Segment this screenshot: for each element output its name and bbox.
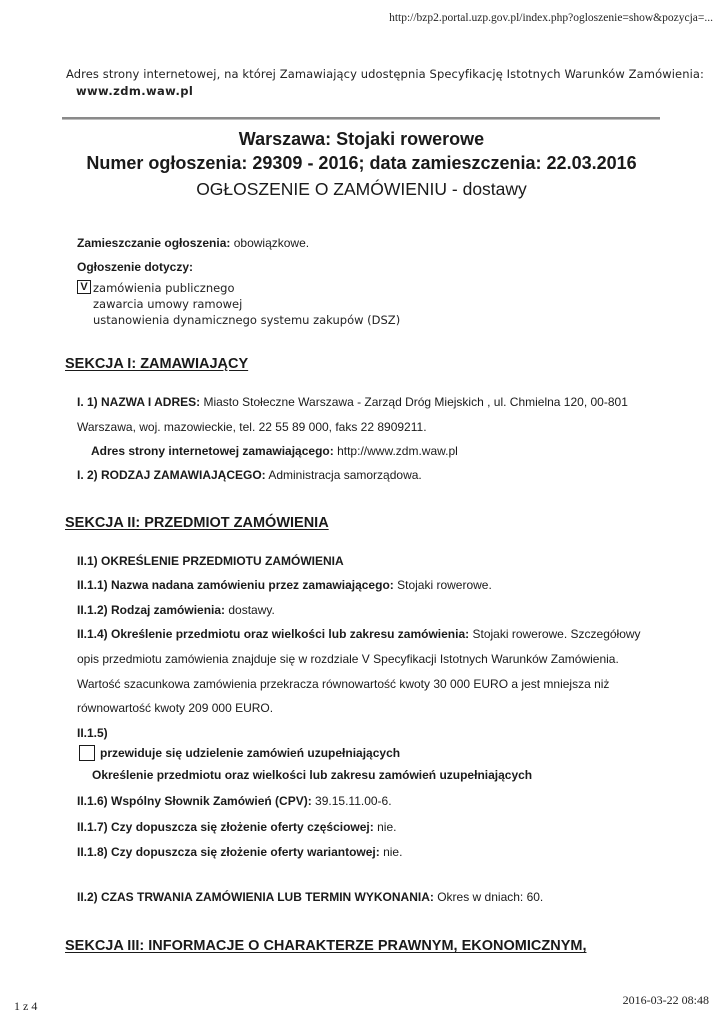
i1-label: I. 1) NAZWA I ADRES: (77, 395, 201, 409)
i1-continuation: Warszawa, woj. mazowieckie, tel. 22 55 89 000, faks 22 8909211. (77, 420, 427, 434)
notice-number: Numer ogłoszenia: 29309 - 2016; data zamieszczenia: 22.03.2016 (86, 153, 637, 173)
ii14-value: Stojaki rowerowe. Szczegółowy (472, 627, 641, 641)
ii12-value: dostawy. (228, 603, 275, 617)
ii16-value: 39.15.11.00-6. (315, 794, 392, 808)
ii14-line (77, 627, 641, 641)
i2-label: I. 2) RODZAJ ZAMAWIAJĄCEGO: (77, 468, 266, 482)
checkbox-checkmark: V (80, 281, 88, 293)
ii18-label: II.1.8) Czy dopuszcza się złożenie oferty wariantowej: (77, 845, 380, 859)
page-counter: 1 z 4 (14, 999, 38, 1013)
ii16-line (77, 794, 392, 808)
ii12-line (77, 603, 275, 617)
i1-value: Miasto Stołeczne Warszawa - Zarząd Dróg Miejskich , ul. Chmielna 120, 00-801 (203, 395, 628, 409)
option-framework-agreement: zawarcia umowy ramowej (93, 297, 243, 311)
ii2-label: II.2) CZAS TRWANIA ZAMÓWIENIA LUB TERMIN WYKONANIA: (77, 890, 434, 904)
notice-concerns-label: Ogłoszenie dotyczy: (77, 260, 194, 274)
section-2-heading: SEKCJA II: PRZEDMIOT ZAMÓWIENIA (65, 515, 329, 531)
spec-address-url: www.zdm.waw.pl (76, 84, 194, 98)
www-value: http://www.zdm.waw.pl (337, 444, 458, 458)
print-datetime: 2016-03-22 08:48 (622, 993, 709, 1007)
spec-address-label: Adres strony internetowej, na której Zamawiający udostępnia Specyfikację Istotnych Warunków Zamówienia: (66, 67, 705, 81)
ii14-line-2: opis przedmiotu zamówienia znajduje się w rozdziale V Specyfikacji Istotnych Warunków Zamówienia. (77, 652, 619, 666)
ii1-heading: II.1) OKREŚLENIE PRZEDMIOTU ZAMÓWIENIA (77, 554, 344, 568)
www-label: Adres strony internetowej zamawiającego: (91, 444, 334, 458)
ii17-label: II.1.7) Czy dopuszcza się złożenie oferty częściowej: (77, 820, 374, 834)
ii15-label: II.1.5) (77, 726, 108, 740)
ii2-value: Okres w dniach: 60. (437, 890, 544, 904)
public-contract-checkbox (77, 280, 91, 294)
i2-value: Administracja samorządowa. (268, 468, 422, 482)
notice-type: OGŁOSZENIE O ZAMÓWIENIU - dostawy (196, 179, 527, 199)
publication-label: Zamieszczanie ogłoszenia: (77, 236, 231, 250)
ii17-line (77, 820, 396, 834)
page-url: http://bzp2.portal.uzp.gov.pl/index.php?ogloszenie=show&pozycja=... (389, 12, 713, 24)
publication-line (77, 236, 309, 250)
horizontal-divider (62, 117, 660, 120)
ii14-line-3: Wartość szacunkowa zamówienia przekracza równowartość kwoty 30 000 EURO a jest mniejsza niż (77, 677, 610, 691)
publication-value: obowiązkowe. (233, 236, 310, 250)
www-line (91, 444, 458, 458)
i1-name-address (77, 395, 628, 409)
supplementary-orders-checkbox (79, 745, 95, 761)
notice-title: Warszawa: Stojaki rowerowe (238, 129, 485, 149)
section-3-heading: SEKCJA III: INFORMACJE O CHARAKTERZE PRAWNYM, EKONOMICZNYM, (65, 938, 587, 954)
ii11-label: II.1.1) Nazwa nadana zamówieniu przez zamawiającego: (77, 578, 394, 592)
ii14-label: II.1.4) Określenie przedmiotu oraz wielkości lub zakresu zamówienia: (77, 627, 470, 641)
ii2-line (77, 890, 543, 904)
ii15-description: Określenie przedmiotu oraz wielkości lub zakresu zamówień uzupełniających (92, 768, 533, 782)
ii18-line (77, 845, 402, 859)
ii15-check-text: przewiduje się udzielenie zamówień uzupełniających (100, 746, 401, 760)
ii17-value: nie. (377, 820, 397, 834)
ii14-line-4: równowartość kwoty 209 000 EURO. (77, 701, 274, 715)
ii18-value: nie. (383, 845, 403, 859)
option-dynamic-system: ustanowienia dynamicznego systemu zakupów (DSZ) (93, 313, 401, 327)
option-public-contract: zamówienia publicznego (93, 281, 235, 295)
i2-type (77, 468, 422, 482)
ii16-label: II.1.6) Wspólny Słownik Zamówień (CPV): (77, 794, 312, 808)
ii12-label: II.1.2) Rodzaj zamówienia: (77, 603, 226, 617)
section-1-heading: SEKCJA I: ZAMAWIAJĄCY (65, 356, 249, 372)
ii11-line (77, 578, 492, 592)
ii11-value: Stojaki rowerowe. (397, 578, 492, 592)
